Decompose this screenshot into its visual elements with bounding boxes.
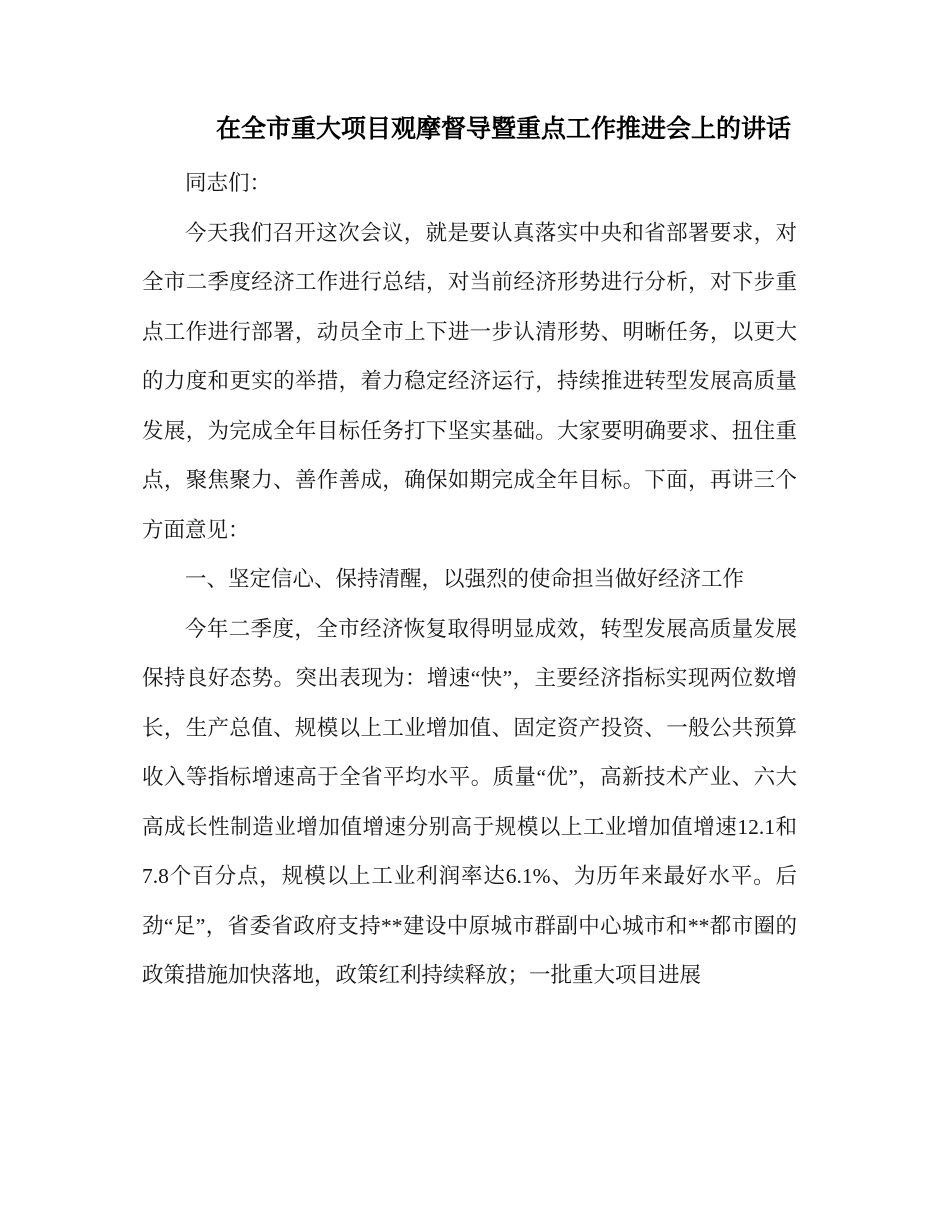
salutation: 同志们： (185, 171, 272, 195)
document-content (142, 105, 797, 1001)
paragraph-section-1: 今年二季度，全市经济恢复取得明显成效，转型发展高质量发展保持良好态势。突出表现为：增速“快”，主要经济指标实现两位数增长，生产总值、规模以上工业增加值、固定资产投资、一般公共预算收入等指标增速高于全省平均水平。质量“优”，高新技术产业、六大高成长性制造业增加值增速分别高于规模以上工业增加值增速12.1和7.8个百分点，规模以上工业利润率达6.1%、为历年来最好水平。后劲“足”，省委省政府支持**建设中原城市群副中心城市和**都市圈的政策措施加快落地，政策红利持续释放；一批重大项目进展 (142, 616, 797, 987)
document-title: 在全市重大项目观摩督导暨重点工作推进会上的讲话 (215, 116, 791, 143)
section-heading-1: 一、坚定信心、保持清醒，以强烈的使命担当做好经济工作 (185, 567, 745, 591)
paragraph-intro: 今天我们召开这次会议，就是要认真落实中央和省部署要求，对全市二季度经济工作进行总结，对当前经济形势进行分析，对下步重点工作进行部署，动员全市上下进一步认清形势、明晰任务，以更大的力度和更实的举措，着力稳定经济运行，持续推进转型发展高质量发展，为完成全年目标任务打下坚实基础。大家要明确要求、扭住重点，聚焦聚力、善作善成，确保如期完成全年目标。下面，再讲三个方面意见： (142, 220, 797, 542)
